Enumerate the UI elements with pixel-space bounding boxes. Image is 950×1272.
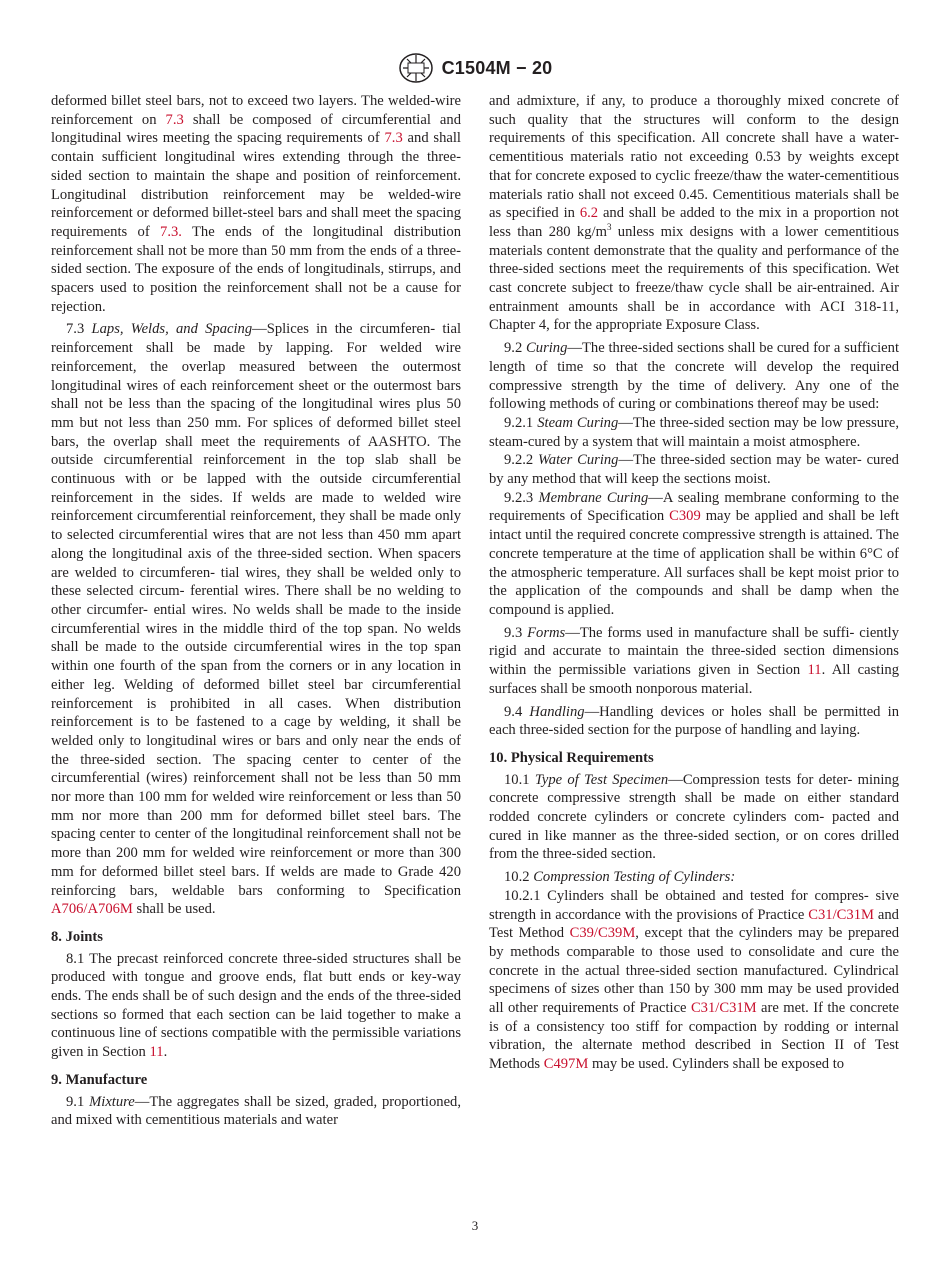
paragraph-10-1: 10.1 Type of Test Specimen—Compression tests for deter- mining concrete compressive strength shall be made on either standard rodded concrete cylinders or concrete cylinders com- pacted and cured in like manner as the three-sided section, or on cores drilled from the three-sided section.	[489, 771, 899, 863]
standard-link[interactable]: A706/A706M	[51, 901, 133, 918]
paragraph-10-2-1: 10.2.1 Cylinders shall be obtained and tested for compres- sive strength in accordance with the provisions of Practice C31/C31M and Test Method C39/C39M, except that the cylinders may be prepared by methods comparable to those used to consolidate and cure the concrete in the actual three-sided section manufactured. Cylindrical specimens of sizes other than 150 by 300 mm may be used provided all other requirements of Practice C31/C31M are met. If the concrete is of a consistency too stiff for compaction by rodding or internal vibration, the alternate method described in Section II of Test Methods C497M may be used. Cylinders shall be exposed to	[489, 887, 899, 1073]
paragraph-title: Membrane Curing	[538, 489, 649, 506]
standard-link[interactable]: C39/C39M	[569, 925, 636, 942]
paragraph-9-1-continued: and admixture, if any, to produce a thoroughly mixed concrete of such quality that the structures will conform to the design requirements of this specification. All concrete shall have a water-cementitious materials ratio not exceeding 0.53 by weights except that for concrete exposed to cyclic freeze/thaw the water-cementitious materials ratio shall not exceed 0.45. Cementitious materials shall be as specified in 6.2 and shall be added to the mix in a proportion not less than 280 $kg/m^3$ unless mix designs with a lower cementitious materials content demonstrate that the quality and performance of the three-sided sections meet the requirements of this specification. Wet cast concrete subject to freeze/thaw cycle shall be air-entrained. Air entrainment amounts shall be in accordance with ACI 318-11, Chapter 4, for the appropriate Exposure Class.	[489, 93, 900, 334]
paragraph-9-4: 9.4 Handling—Handling devices or holes shall be permitted in each three-sided section for the purpose of handling and laying.	[489, 703, 900, 739]
standard-link[interactable]: C497M	[543, 1056, 589, 1073]
paragraph-title: Compression Testing of Cylinders:	[533, 869, 736, 886]
page-header	[0, 52, 950, 84]
standard-link[interactable]: C309	[669, 508, 701, 525]
paragraph-title: Water Curing	[537, 452, 619, 469]
standard-link[interactable]: C31/C31M	[808, 906, 874, 923]
section-link[interactable]: 11	[149, 1044, 164, 1061]
paragraph-title: Mixture	[89, 1093, 135, 1110]
document-designation: C1504M − 20	[441, 57, 553, 78]
section-link[interactable]: 6.2	[579, 205, 599, 222]
paragraph-10-2: 10.2 Compression Testing of Cylinders:	[504, 869, 736, 886]
page-number: 3	[471, 1218, 479, 1233]
paragraph-title: Laps, Welds, and Spacing	[91, 321, 253, 338]
section-link[interactable]: 7.3	[165, 111, 184, 128]
paragraph-title: Curing	[526, 340, 568, 357]
paragraph-7-3: 7.3 Laps, Welds, and Spacing—Splices in the circumferen- tial reinforcement shall be made by lapping. For welded wire reinforcement, the overlap measured between the outermost longitudinal wires of each reinforcement sheet or the outermost bars shall not be less than the spacing of the longitudinal wires plus 50 mm but not less than 250 mm. For splices of deformed billet steel bars, the overlap shall meet the requirements of AASHTO. The outside circumferential reinforcement in the top slab shall be continuous with or be lapped with the outside circumferential reinforcement in the sides. If welds are made to welded wire reinforcement circumferential reinforcement, they shall be made only to selected circumferential wires that are not less than 450 mm apart along the longitudinal axis of the three-sided section. When spacers are welded to circumferen- tial wires, they shall be welded only to these selected circum- ferential wires. There shall be no welding to other circumfer- ential wires. No welds shall be made to the inside circumferential wires in the middle third of the top span. No welds shall be made to the outside circumferential wires in the top span within one fourth of the span from the corners or in any location in either leg. Welding of deformed billet steel bar circumferential reinforcement is prohibited in all cases. When distribution reinforcement is to be fastened to a cage by welding, it shall be welded only to longitudinal wires or bars and only near the ends of the three-sided section. The spacing center to center of the circumferential (wires) reinforcement shall not be less than 50 mm nor more than 100 mm for welded wire reinforcement or less than 50 mm nor more than 200 mm for deformed billet steel bars. The spacing center to center of the longitudinal reinforcement shall not be more than 200 mm for welded wire reinforcement or more than 300 mm for deformed billet steel bars. If welds are made to Grade 420 reinforcing bars, weldable bars conforming to Specification A706/A706M shall be used.	[51, 321, 461, 918]
astm-logo-icon	[398, 52, 434, 84]
standard-link[interactable]: C31/C31M	[690, 1000, 757, 1017]
paragraph-9-2-3: 9.2.3 Membrane Curing—A sealing membrane conforming to the requirements of Specification C309 may be applied and shall be left intact until the required concrete compressive strength is attained. The concrete temperature at the time of application shall be within 6°C of the atmospheric temperature. All surfaces shall be kept moist prior to the application of the compounds and shall be damp when the compound is applied.	[489, 489, 900, 618]
section-link[interactable]: 11	[807, 662, 822, 679]
right-column	[489, 92, 899, 1074]
left-column	[51, 92, 461, 1130]
paragraph-title: Handling	[529, 703, 585, 720]
paragraph-9-2: 9.2 Curing—The three-sided sections shall be cured for a sufficient length of time so that the concrete will develop the required compressive strength by the time of delivery. Any one of the following methods of curing or combinations thereof may be used:	[489, 340, 900, 413]
paragraph-title: Type of Test Specimen	[534, 771, 669, 788]
paragraph-9-1: 9.1 Mixture—The aggregates shall be sized, graded, proportioned, and mixed with cementitious materials and water	[51, 1093, 461, 1129]
paragraph-title: Forms	[527, 624, 566, 641]
paragraph-7-2-continued: deformed billet steel bars, not to exceed two layers. The welded-wire reinforcement on 7.3 shall be composed of circumferential and longitudinal wires meeting the spacing requirements of 7.3 and shall contain sufficient longitudinal wires extending through the three-sided section to maintain the shape and position of reinforcement. Longitudinal distribution reinforcement may be welded-wire reinforcement or deformed billet-steel bars and shall meet the spacing requirements of 7.3. The ends of the longitudinal distribution reinforcement shall not be more than 50 mm from the ends of a three-sided section. The exposure of the ends of longitudinals, stirrups, and spacers used to position the reinforcement shall not be a cause for rejection.	[51, 93, 461, 315]
paragraph-9-2-2: 9.2.2 Water Curing—The three-sided section may be water- cured by any method that will keep the sections moist.	[489, 452, 899, 488]
section-heading-physical-requirements: 10. Physical Requirements	[489, 749, 654, 766]
section-link[interactable]: 7.3	[384, 130, 403, 147]
paragraph-8-1: 8.1 The precast reinforced concrete three-sided structures shall be produced with tongue and groove ends, flat butt ends or key-way ends. The ends shall be of such design and the ends of the three-sided sections so formed that each section can be laid together to make a continuous line of sections compatible with the permissible variations given in Section 11.	[51, 950, 461, 1061]
section-link[interactable]: 7.3.	[160, 223, 182, 240]
paragraph-title: Steam Curing	[537, 414, 619, 431]
section-heading-joints: 8. Joints	[51, 928, 103, 945]
section-heading-manufacture: 9. Manufacture	[51, 1071, 148, 1088]
paragraph-9-2-1: 9.2.1 Steam Curing—The three-sided section may be low pressure, steam-cured by a system that will maintain a moist atmosphere.	[489, 414, 899, 450]
paragraph-9-3: 9.3 Forms—The forms used in manufacture shall be suffi- ciently rigid and accurate to maintain the three-sided section dimensions within the permissible variations given in Section 11. All casting surfaces shall be smooth nonporous material.	[489, 624, 899, 697]
